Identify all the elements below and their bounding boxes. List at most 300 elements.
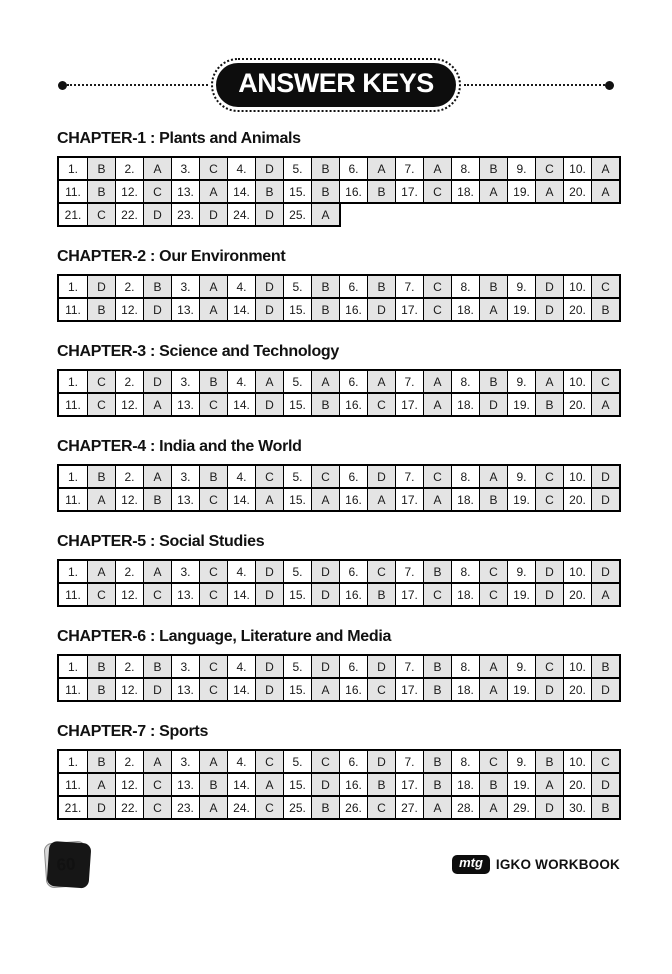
question-number-cell: 13. [171, 181, 199, 202]
question-number-cell: 19. [507, 181, 535, 202]
answer-cell: A [367, 158, 395, 179]
question-number-cell: 11. [59, 394, 87, 415]
answer-cell: D [535, 797, 563, 818]
answer-cell: A [199, 299, 227, 320]
question-number-cell: 10. [563, 466, 591, 487]
question-number-cell: 5. [283, 158, 311, 179]
answer-cell: B [591, 299, 619, 320]
question-number-cell: 22. [115, 204, 143, 225]
question-number-cell: 4. [227, 466, 255, 487]
answer-cell: B [367, 181, 395, 202]
question-number-cell: 19. [507, 489, 535, 510]
chapter-title: CHAPTER-2 : Our Environment [57, 248, 286, 265]
answer-row [57, 582, 621, 607]
answer-cell: B [143, 276, 171, 297]
answer-cell: C [367, 679, 395, 700]
question-number-cell: 9. [507, 656, 535, 677]
answer-cell: B [479, 371, 507, 392]
answer-cell: C [255, 466, 283, 487]
answer-cell: A [591, 158, 619, 179]
question-number-cell: 23. [171, 204, 199, 225]
question-number-cell: 8. [451, 371, 479, 392]
question-number-cell: 13. [171, 679, 199, 700]
question-number-cell: 14. [227, 774, 255, 795]
answer-cell: D [591, 679, 619, 700]
answer-table [57, 654, 672, 702]
page-title-badge [216, 63, 456, 107]
answer-cell: A [479, 181, 507, 202]
answer-cell: B [87, 679, 115, 700]
answer-cell: A [423, 371, 451, 392]
answer-cell: A [367, 371, 395, 392]
question-number-cell: 18. [451, 489, 479, 510]
question-number-cell: 19. [507, 394, 535, 415]
answer-cell: A [423, 158, 451, 179]
answer-cell: B [199, 774, 227, 795]
answer-cell: B [591, 656, 619, 677]
answer-cell: B [535, 751, 563, 772]
answer-cell: A [311, 489, 339, 510]
question-number-cell: 9. [507, 466, 535, 487]
question-number-cell: 10. [563, 158, 591, 179]
question-number-cell: 1. [59, 158, 87, 179]
question-number-cell: 30. [563, 797, 591, 818]
answer-cell: D [535, 299, 563, 320]
question-number-cell: 15. [283, 299, 311, 320]
question-number-cell: 16. [339, 679, 367, 700]
answer-cell: D [591, 561, 619, 582]
chapters-container [57, 130, 672, 820]
answer-cell: A [143, 466, 171, 487]
question-number-cell: 17. [395, 584, 423, 605]
question-number-cell: 10. [563, 656, 591, 677]
answer-row [57, 156, 621, 181]
answer-cell: B [143, 656, 171, 677]
question-number-cell: 14. [227, 679, 255, 700]
question-number-cell: 17. [395, 299, 423, 320]
question-number-cell: 18. [451, 394, 479, 415]
answer-cell: A [311, 204, 339, 225]
answer-cell: D [311, 656, 339, 677]
answer-cell: B [87, 466, 115, 487]
question-number-cell: 17. [395, 489, 423, 510]
answer-cell: B [87, 751, 115, 772]
answer-cell: B [87, 656, 115, 677]
chapter-section [57, 248, 672, 322]
answer-cell: C [199, 158, 227, 179]
chapter-section [57, 343, 672, 417]
answer-table [57, 156, 672, 227]
answer-cell: B [479, 774, 507, 795]
question-number-cell: 18. [451, 679, 479, 700]
answer-cell: A [255, 371, 283, 392]
question-number-cell: 4. [227, 276, 255, 297]
answer-cell: D [535, 679, 563, 700]
question-number-cell: 7. [395, 656, 423, 677]
question-number-cell: 3. [171, 656, 199, 677]
question-number-cell: 1. [59, 656, 87, 677]
question-number-cell: 21. [59, 797, 87, 818]
question-number-cell: 7. [395, 276, 423, 297]
question-number-cell: 8. [451, 751, 479, 772]
answer-cell: D [367, 751, 395, 772]
answer-row [57, 795, 621, 820]
header-dotted-line-left [67, 84, 208, 86]
question-number-cell: 8. [451, 656, 479, 677]
answer-cell: C [311, 751, 339, 772]
question-number-cell: 1. [59, 276, 87, 297]
answer-cell: A [199, 276, 227, 297]
answer-cell: C [199, 394, 227, 415]
question-number-cell: 15. [283, 181, 311, 202]
question-number-cell: 6. [339, 466, 367, 487]
answer-cell: C [423, 181, 451, 202]
question-number-cell: 14. [227, 489, 255, 510]
answer-cell: B [479, 158, 507, 179]
answer-cell: C [479, 584, 507, 605]
answer-cell: A [367, 489, 395, 510]
question-number-cell: 20. [563, 489, 591, 510]
answer-cell: A [87, 774, 115, 795]
header-line-left-end-dot [58, 81, 67, 90]
question-number-cell: 10. [563, 561, 591, 582]
answer-cell: B [367, 774, 395, 795]
answer-cell: A [87, 561, 115, 582]
answer-keys-page [0, 62, 672, 887]
answer-cell: C [591, 751, 619, 772]
answer-table [57, 274, 672, 322]
question-number-cell: 7. [395, 371, 423, 392]
answer-cell: C [143, 774, 171, 795]
answer-cell: C [591, 371, 619, 392]
answer-row [57, 297, 621, 322]
answer-cell: D [311, 584, 339, 605]
question-number-cell: 14. [227, 394, 255, 415]
question-number-cell: 18. [451, 299, 479, 320]
question-number-cell: 25. [283, 797, 311, 818]
question-number-cell: 11. [59, 181, 87, 202]
question-number-cell: 8. [451, 561, 479, 582]
question-number-cell: 12. [115, 584, 143, 605]
answer-cell: A [423, 797, 451, 818]
question-number-cell: 19. [507, 774, 535, 795]
question-number-cell: 20. [563, 299, 591, 320]
answer-cell: A [311, 679, 339, 700]
answer-cell: C [479, 561, 507, 582]
question-number-cell: 3. [171, 561, 199, 582]
question-number-cell: 28. [451, 797, 479, 818]
question-number-cell: 16. [339, 774, 367, 795]
answer-cell: B [311, 394, 339, 415]
question-number-cell: 6. [339, 561, 367, 582]
answer-cell: B [87, 158, 115, 179]
answer-cell: A [87, 489, 115, 510]
question-number-cell: 6. [339, 371, 367, 392]
answer-cell: C [423, 299, 451, 320]
question-number-cell: 15. [283, 679, 311, 700]
answer-cell: C [367, 394, 395, 415]
question-number-cell: 18. [451, 774, 479, 795]
answer-cell: A [479, 656, 507, 677]
question-number-cell: 8. [451, 466, 479, 487]
answer-cell: D [591, 466, 619, 487]
answer-cell: C [535, 466, 563, 487]
question-number-cell: 24. [227, 204, 255, 225]
question-number-cell: 27. [395, 797, 423, 818]
answer-cell: D [255, 561, 283, 582]
question-number-cell: 11. [59, 299, 87, 320]
answer-cell: A [143, 158, 171, 179]
question-number-cell: 16. [339, 394, 367, 415]
answer-row [57, 654, 621, 679]
question-number-cell: 20. [563, 679, 591, 700]
answer-cell: D [535, 276, 563, 297]
chapter-title: CHAPTER-1 : Plants and Animals [57, 130, 301, 147]
question-number-cell: 8. [451, 276, 479, 297]
answer-cell: D [255, 656, 283, 677]
answer-cell: C [255, 797, 283, 818]
question-number-cell: 13. [171, 489, 199, 510]
question-number-cell: 10. [563, 751, 591, 772]
answer-cell: C [423, 276, 451, 297]
answer-cell: D [255, 276, 283, 297]
answer-cell: C [143, 797, 171, 818]
answer-cell: C [479, 751, 507, 772]
answer-cell: B [423, 679, 451, 700]
workbook-title: IGKO WORKBOOK [495, 856, 620, 872]
answer-cell: C [367, 561, 395, 582]
question-number-cell: 13. [171, 774, 199, 795]
answer-cell: C [143, 181, 171, 202]
answer-cell: A [255, 489, 283, 510]
answer-cell: C [535, 489, 563, 510]
chapter-section [57, 438, 672, 512]
answer-cell: A [311, 371, 339, 392]
answer-row [57, 274, 621, 299]
answer-cell: D [143, 679, 171, 700]
answer-cell: A [535, 371, 563, 392]
answer-cell: A [199, 751, 227, 772]
answer-cell: B [311, 181, 339, 202]
question-number-cell: 6. [339, 656, 367, 677]
question-number-cell: 3. [171, 158, 199, 179]
answer-cell: B [423, 561, 451, 582]
answer-cell: A [143, 751, 171, 772]
question-number-cell: 2. [115, 371, 143, 392]
answer-cell: D [143, 299, 171, 320]
answer-cell: A [479, 299, 507, 320]
answer-cell: B [367, 276, 395, 297]
answer-cell: B [311, 158, 339, 179]
answer-cell: D [535, 584, 563, 605]
question-number-cell: 6. [339, 158, 367, 179]
answer-cell: C [87, 371, 115, 392]
answer-row [57, 179, 621, 204]
question-number-cell: 18. [451, 181, 479, 202]
question-number-cell: 19. [507, 679, 535, 700]
question-number-cell: 13. [171, 584, 199, 605]
question-number-cell: 3. [171, 751, 199, 772]
answer-cell: A [479, 679, 507, 700]
question-number-cell: 1. [59, 561, 87, 582]
question-number-cell: 5. [283, 751, 311, 772]
answer-cell: D [255, 584, 283, 605]
answer-cell: D [143, 204, 171, 225]
answer-cell: D [479, 394, 507, 415]
chapter-section [57, 130, 672, 227]
answer-cell: A [143, 394, 171, 415]
answer-cell: B [423, 751, 451, 772]
answer-table [57, 749, 672, 820]
answer-row [57, 369, 621, 394]
question-number-cell: 12. [115, 394, 143, 415]
question-number-cell: 14. [227, 584, 255, 605]
answer-cell: D [143, 371, 171, 392]
answer-cell: C [423, 584, 451, 605]
answer-cell: A [479, 797, 507, 818]
answer-cell: A [535, 774, 563, 795]
chapter-title: CHAPTER-6 : Language, Literature and Media [57, 628, 392, 645]
answer-cell: D [255, 299, 283, 320]
question-number-cell: 9. [507, 751, 535, 772]
question-number-cell: 26. [339, 797, 367, 818]
answer-cell: D [367, 656, 395, 677]
question-number-cell: 16. [339, 489, 367, 510]
answer-cell: B [311, 797, 339, 818]
question-number-cell: 2. [115, 751, 143, 772]
question-number-cell: 20. [563, 394, 591, 415]
question-number-cell: 3. [171, 466, 199, 487]
question-number-cell: 16. [339, 584, 367, 605]
answer-cell: D [591, 774, 619, 795]
answer-cell: A [591, 181, 619, 202]
question-number-cell: 2. [115, 276, 143, 297]
answer-row [57, 772, 621, 797]
question-number-cell: 12. [115, 181, 143, 202]
question-number-cell: 13. [171, 394, 199, 415]
question-number-cell: 5. [283, 276, 311, 297]
page-number-badge [43, 841, 88, 889]
chapter-section [57, 723, 672, 820]
question-number-cell: 1. [59, 751, 87, 772]
answer-cell: B [199, 466, 227, 487]
answer-cell: B [311, 276, 339, 297]
question-number-cell: 2. [115, 158, 143, 179]
question-number-cell: 11. [59, 679, 87, 700]
answer-row [57, 202, 341, 227]
answer-cell: C [199, 561, 227, 582]
question-number-cell: 19. [507, 584, 535, 605]
question-number-cell: 2. [115, 561, 143, 582]
page-footer [45, 842, 620, 887]
question-number-cell: 12. [115, 774, 143, 795]
answer-cell: B [87, 299, 115, 320]
answer-cell: C [311, 466, 339, 487]
question-number-cell: 16. [339, 299, 367, 320]
answer-row [57, 392, 621, 417]
question-number-cell: 7. [395, 466, 423, 487]
question-number-cell: 5. [283, 466, 311, 487]
question-number-cell: 15. [283, 584, 311, 605]
answer-cell: C [535, 656, 563, 677]
page-number: 60 [55, 853, 77, 875]
answer-cell: B [87, 181, 115, 202]
question-number-cell: 19. [507, 299, 535, 320]
answer-cell: A [535, 181, 563, 202]
answer-cell: D [367, 466, 395, 487]
answer-cell: C [87, 394, 115, 415]
answer-cell: B [591, 797, 619, 818]
question-number-cell: 10. [563, 371, 591, 392]
question-number-cell: 14. [227, 181, 255, 202]
answer-cell: C [423, 466, 451, 487]
answer-table [57, 464, 672, 512]
question-number-cell: 20. [563, 181, 591, 202]
question-number-cell: 1. [59, 466, 87, 487]
question-number-cell: 7. [395, 751, 423, 772]
question-number-cell: 5. [283, 371, 311, 392]
answer-cell: D [199, 204, 227, 225]
question-number-cell: 11. [59, 774, 87, 795]
answer-cell: B [423, 656, 451, 677]
answer-cell: C [199, 656, 227, 677]
answer-cell: A [423, 394, 451, 415]
answer-cell: D [591, 489, 619, 510]
answer-row [57, 677, 621, 702]
chapter-title: CHAPTER-7 : Sports [57, 723, 209, 740]
answer-table [57, 559, 672, 607]
question-number-cell: 15. [283, 489, 311, 510]
publisher-brand [452, 855, 620, 873]
question-number-cell: 8. [451, 158, 479, 179]
question-number-cell: 17. [395, 181, 423, 202]
question-number-cell: 20. [563, 774, 591, 795]
answer-cell: D [367, 299, 395, 320]
question-number-cell: 1. [59, 371, 87, 392]
answer-cell: C [199, 489, 227, 510]
chapter-section [57, 628, 672, 702]
question-number-cell: 14. [227, 299, 255, 320]
answer-row [57, 559, 621, 584]
answer-row [57, 487, 621, 512]
question-number-cell: 22. [115, 797, 143, 818]
question-number-cell: 13. [171, 299, 199, 320]
question-number-cell: 2. [115, 656, 143, 677]
question-number-cell: 21. [59, 204, 87, 225]
answer-cell: C [199, 584, 227, 605]
question-number-cell: 4. [227, 656, 255, 677]
question-number-cell: 12. [115, 679, 143, 700]
answer-cell: B [367, 584, 395, 605]
question-number-cell: 10. [563, 276, 591, 297]
question-number-cell: 15. [283, 774, 311, 795]
mtg-logo: mtg [452, 855, 490, 873]
answer-cell: B [423, 774, 451, 795]
chapter-title: CHAPTER-3 : Science and Technology [57, 343, 339, 360]
answer-row [57, 749, 621, 774]
question-number-cell: 6. [339, 751, 367, 772]
question-number-cell: 7. [395, 158, 423, 179]
answer-cell: D [311, 561, 339, 582]
answer-cell: D [311, 774, 339, 795]
answer-cell: B [479, 276, 507, 297]
answer-cell: A [591, 394, 619, 415]
question-number-cell: 9. [507, 276, 535, 297]
answer-row [57, 464, 621, 489]
header-line-right-end-dot [605, 81, 614, 90]
answer-cell: D [87, 797, 115, 818]
header-dotted-line-right [464, 84, 605, 86]
